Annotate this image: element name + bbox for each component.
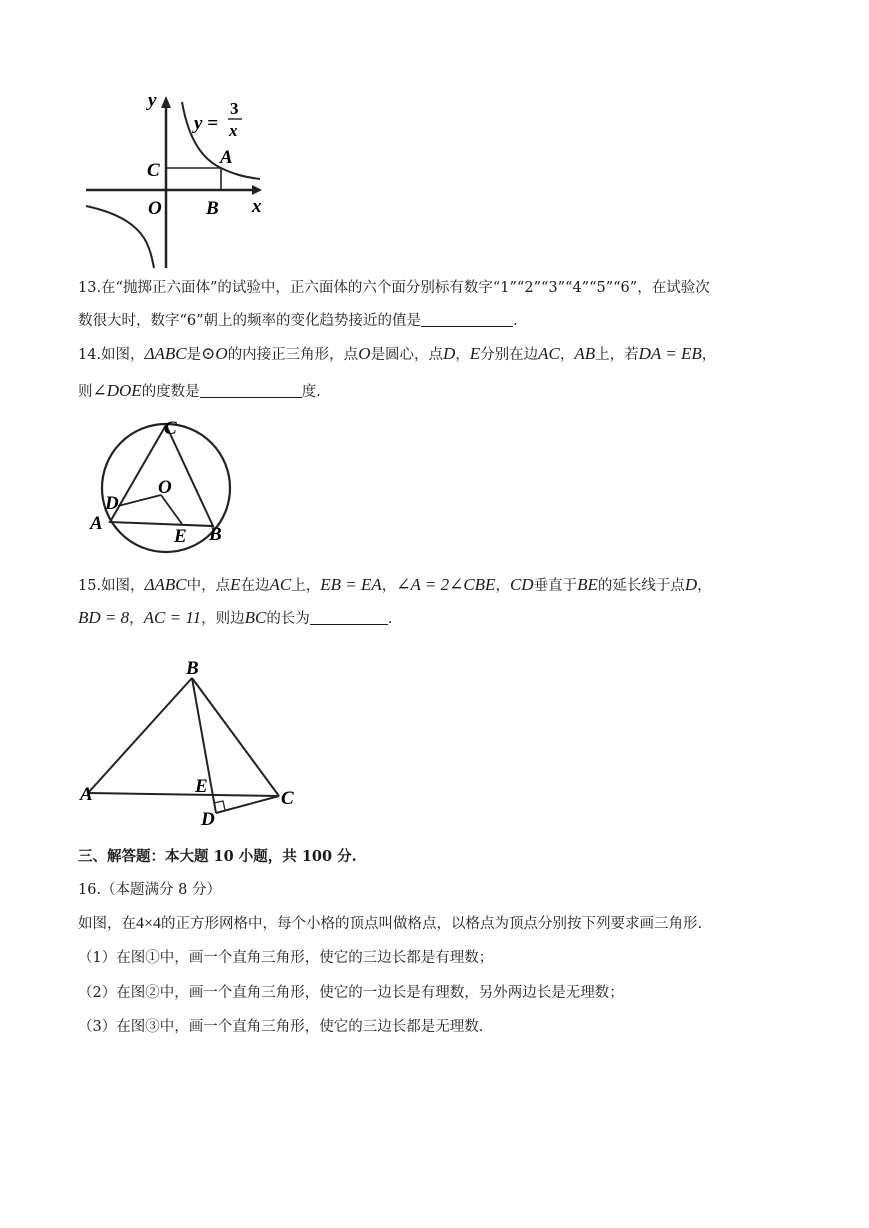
q15-text: 15.如图， bbox=[78, 578, 145, 594]
q14-math-E: E bbox=[469, 344, 481, 363]
label-O: O bbox=[148, 198, 162, 219]
q15-text: ， bbox=[381, 578, 397, 594]
q14-math-D: D bbox=[442, 344, 456, 363]
q14-text: 的度数是 bbox=[141, 384, 200, 400]
equation-lhs: y = bbox=[194, 113, 219, 134]
q14-text: ， bbox=[559, 347, 575, 363]
label-E: E bbox=[195, 776, 208, 797]
q15-text: ，则边 bbox=[201, 611, 245, 627]
q14-math-DA-EB: DA = EB bbox=[638, 344, 702, 363]
segment-AB bbox=[88, 678, 192, 793]
q14-text: 14.如图， bbox=[78, 347, 145, 363]
answer-blank-13[interactable] bbox=[421, 312, 513, 327]
q15-math-CD: CD bbox=[509, 575, 534, 594]
question-16-item-3: （3）在图③中，画一个直角三角形，使它的三边长都是无理数. bbox=[78, 1019, 484, 1035]
label-E: E bbox=[174, 526, 187, 547]
equation-numerator: 3 bbox=[230, 99, 239, 118]
label-A: A bbox=[80, 784, 93, 805]
q14-text: 上，若 bbox=[595, 347, 639, 363]
label-A: A bbox=[220, 147, 233, 168]
segment-AC bbox=[88, 793, 279, 796]
segment-DC bbox=[216, 796, 279, 813]
q14-text: 则 bbox=[78, 384, 93, 400]
q15-math-E: E bbox=[230, 575, 241, 594]
figure-triangle-abc bbox=[76, 652, 306, 832]
label-B: B bbox=[186, 658, 199, 679]
q15-math-AC-value: AC = 11 bbox=[143, 608, 202, 627]
question-16-header: 16.（本题满分 8 分） bbox=[78, 882, 222, 898]
question-16-item-1: （1）在图①中，画一个直角三角形，使它的三边长都是有理数； bbox=[78, 950, 494, 966]
question-13-line-2 bbox=[78, 310, 518, 332]
q15-text: ， bbox=[495, 578, 510, 594]
q15-text: 的长为 bbox=[266, 611, 310, 627]
question-13-line-1: 13.在“抛掷正六面体”的试验中，正六面体的六个面分别标有数字“1”“2”“3”“4”“5”“6”，在试验次 bbox=[78, 280, 710, 296]
question-16-intro bbox=[78, 913, 702, 935]
q15-math-triangle: ΔABC bbox=[144, 575, 187, 594]
question-13-text: 数很大时，数字“6”朝上的频率的变化趋势接近的值是 bbox=[78, 313, 422, 329]
label-D: D bbox=[105, 493, 119, 514]
question-16-item-2: （2）在图②中，画一个直角三角形，使它的一边长是有理数，另外两边长是无理数； bbox=[78, 985, 624, 1001]
q14-text: 的内接正三角形，点 bbox=[227, 347, 359, 363]
q16-text: 如图，在 bbox=[78, 916, 136, 932]
figure-circle-triangle bbox=[86, 416, 246, 560]
q14-text: 度. bbox=[301, 384, 321, 400]
label-B: B bbox=[206, 198, 219, 219]
question-13-tail: . bbox=[513, 313, 518, 329]
equation-denominator: x bbox=[229, 121, 238, 140]
q15-text: 上， bbox=[291, 578, 321, 594]
y-axis-arrow bbox=[161, 96, 171, 108]
q14-text: ， bbox=[455, 347, 470, 363]
section-3-title: 三、解答题：本大题 10 小题，共 100 分. bbox=[78, 848, 357, 865]
q15-text: ， bbox=[129, 611, 144, 627]
question-15-line-2 bbox=[78, 607, 392, 630]
question-15-line-1 bbox=[78, 574, 712, 597]
q15-text: . bbox=[387, 611, 393, 627]
segment-OE bbox=[161, 495, 182, 524]
q15-math-angle: ∠A = 2∠CBE bbox=[396, 575, 496, 594]
label-y: y bbox=[148, 90, 157, 111]
q14-math-triangle: ΔABC bbox=[144, 344, 187, 363]
q14-math-angle: ∠DOE bbox=[92, 381, 142, 400]
label-C: C bbox=[164, 418, 177, 439]
q15-math-BC: BC bbox=[244, 608, 267, 627]
answer-blank-14[interactable] bbox=[200, 383, 302, 398]
q15-math-AC: AC bbox=[269, 575, 292, 594]
question-14-line-1 bbox=[78, 343, 716, 366]
question-14-line-2 bbox=[78, 380, 321, 403]
q14-math-AC: AC bbox=[538, 344, 560, 363]
q15-text: 的延长线于点 bbox=[597, 578, 685, 594]
q15-math-BD: BD = 8 bbox=[78, 608, 130, 627]
label-B: B bbox=[209, 524, 222, 545]
q15-math-BE: BE bbox=[577, 575, 598, 594]
label-x: x bbox=[252, 196, 262, 217]
label-D: D bbox=[201, 809, 215, 830]
q14-text: 是 bbox=[186, 347, 202, 363]
q14-text: ， bbox=[701, 347, 717, 363]
q15-math-EB-EA: EB = EA bbox=[320, 575, 382, 594]
q15-text: 垂直于 bbox=[533, 578, 578, 594]
q15-math-D: D bbox=[684, 575, 698, 594]
q15-text: 在边 bbox=[240, 578, 270, 594]
label-C: C bbox=[281, 788, 294, 809]
q16-math-grid: 4×4 bbox=[136, 915, 162, 932]
q14-math-O: O bbox=[358, 344, 371, 363]
figure-hyperbola bbox=[78, 88, 278, 270]
label-O: O bbox=[158, 477, 172, 498]
label-C: C bbox=[147, 160, 160, 181]
q14-text: 是圆心，点 bbox=[370, 347, 443, 363]
label-A: A bbox=[90, 513, 103, 534]
answer-blank-15[interactable] bbox=[310, 610, 388, 625]
q14-math-AB: AB bbox=[574, 344, 596, 363]
q16-text: 的正方形网格中，每个小格的顶点叫做格点，以格点为顶点分别按下列要求画三角形. bbox=[161, 916, 703, 932]
q14-text: 分别在边 bbox=[480, 347, 539, 363]
triangle-ABC bbox=[110, 425, 213, 526]
q14-math-circle: ⊙O bbox=[201, 344, 228, 363]
x-axis-arrow bbox=[252, 185, 262, 195]
hyperbola-branch-3 bbox=[86, 206, 154, 268]
q15-text: 中，点 bbox=[186, 578, 231, 594]
q15-text: ， bbox=[697, 578, 712, 594]
